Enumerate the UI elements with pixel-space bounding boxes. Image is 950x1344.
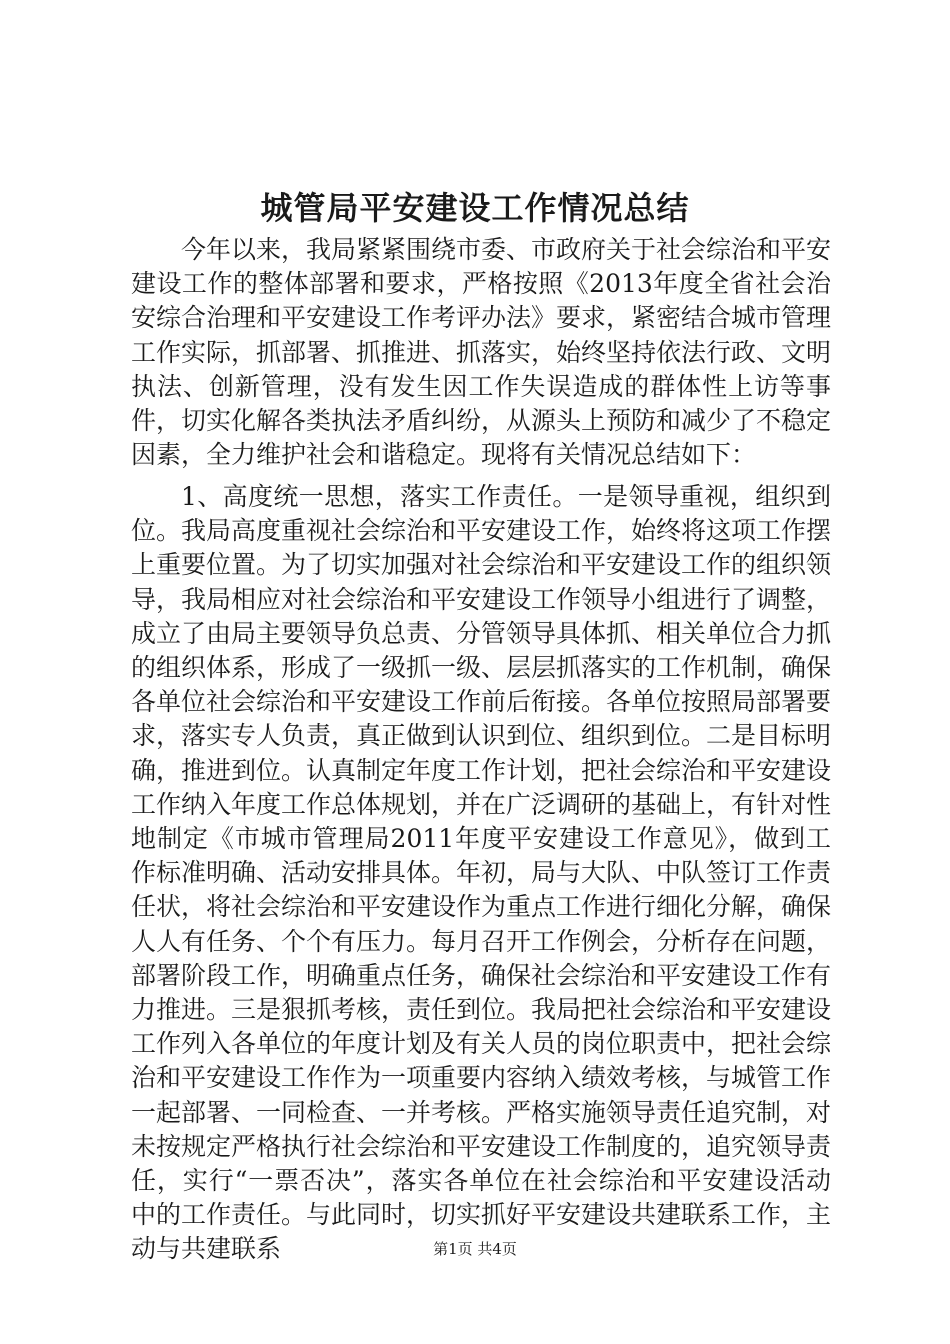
paragraph-section-1: 1、高度统一思想，落实工作责任。一是领导重视，组织到位。我局高度重视社会综治和平安建设工作，始终将这项工作摆上重要位置。为了切实加强对社会综治和平安建设工作的组织领导，我局相应对社会综治和平安建设工作领导小组进行了调整，成立了由局主要领导负总责、分管领导具体抓、相关单位合力抓的组织体系，形成了一级抓一级、层层抓落实的工作机制，确保各单位社会综治和平安建设工作前后衔接。各单位按照局部署要求，落实专人负责，真正做到认识到位、组织到位。二是目标明确，推进到位。认真制定年度工作计划，把社会综治和平安建设工作纳入年度工作总体规划，并在广泛调研的基础上，有针对性地制定《市城市管理局2011年度平安建设工作意见》，做到工作标准明确、活动安排具体。年初，局与大队、中队签订工作责任状，将社会综治和平安建设作为重点工作进行细化分解，确保人人有任务、个个有压力。每月召开工作例会，分析存在问题，部署阶段工作，明确重点任务，确保社会综治和平安建设工作有力推进。三是狠抓考核，责任到位。我局把社会综治和平安建设工作列入各单位的年度计划及有关人员的岗位职责中，把社会综治和平安建设工作作为一项重要内容纳入绩效考核，与城管工作一起部署、一同检查、一并考核。严格实施领导责任追究制，对未按规定严格执行社会综治和平安建设工作制度的，追究领导责任，实行“一票否决”，落实各单位在社会综治和平安建设活动中的工作责任。与此同时，切实抓好平安建设共建联系工作，主动与共建联系 bbox=[131, 482, 832, 1264]
page-footer: 第1页 共4页 bbox=[433, 1240, 517, 1258]
paragraph-intro: 今年以来，我局紧紧围绕市委、市政府关于社会综治和平安建设工作的整体部署和要求，严格按照《2013年度全省社会治安综合治理和平安建设工作考评办法》要求，紧密结合城市管理工作实际，抓部署、抓推进、抓落实，始终坚持依法行政、文明执法、创新管理，没有发生因工作失误造成的群体性上访等事件，切实化解各类执法矛盾纠纷，从源头上预防和减少了不稳定因素，全力维护社会和谐稳定。现将有关情况总结如下： bbox=[131, 235, 832, 470]
document-title: 城管局平安建设工作情况总结 bbox=[260, 189, 690, 227]
